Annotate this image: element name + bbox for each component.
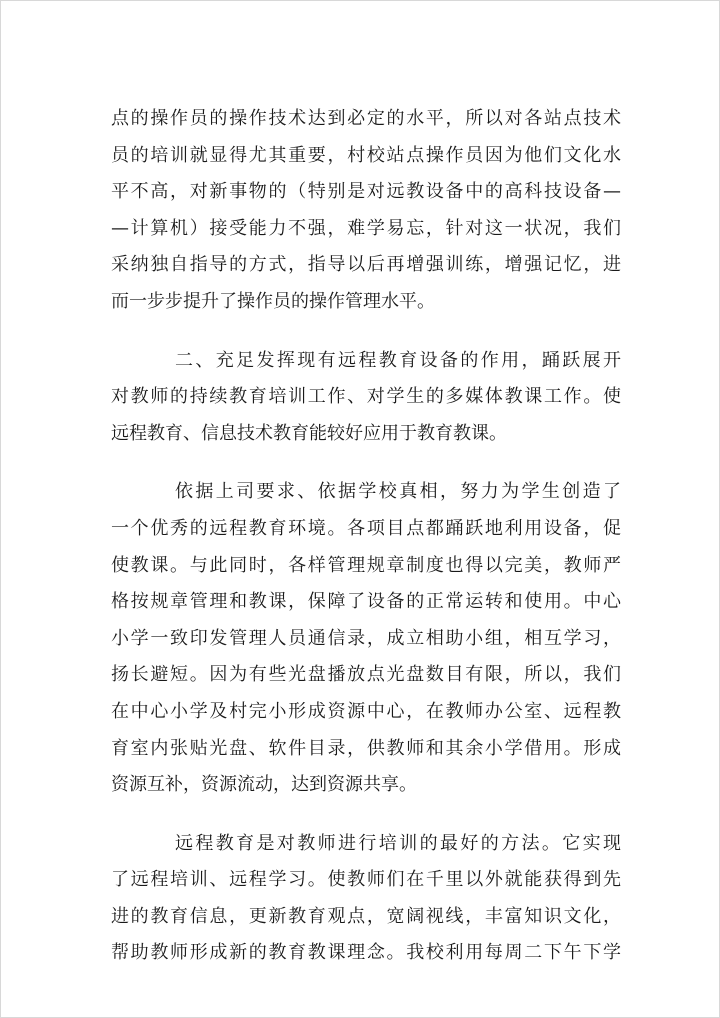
text-line: 格按规章管理和教课，保障了设备的正常运转和使用。中心 [111, 591, 621, 613]
document-body [111, 101, 621, 994]
text-line: 进的教育信息，更新教育观点，宽阔视线，丰富知识文化， [111, 905, 621, 927]
text-line: 资源互补，资源流动，达到资源共享。 [111, 774, 417, 796]
paragraph-2 [111, 343, 621, 453]
text-line: 而一步步提升了操作员的操作管理水平。 [111, 290, 435, 312]
text-line: 采纳独自指导的方式，指导以后再增强训练，增强记忆，进 [111, 254, 621, 276]
text-line: 远程教育是对教师进行培训的最好的方法。它实现 [175, 832, 621, 854]
paragraph-3 [111, 474, 621, 803]
text-line: 远程教育、信息技术教育能较好应用于教育教课。 [111, 422, 507, 444]
paragraph-4 [111, 826, 621, 972]
text-line: 依据上司要求、依据学校真相，努力为学生创造了 [175, 481, 621, 503]
text-line: 小学一致印发管理人员通信录，成立相助小组，相互学习， [111, 627, 621, 649]
text-line: 在中心小学及村完小形成资源中心，在教师办公室、远程教 [111, 700, 621, 722]
text-line: 点的操作员的操作技术达到必定的水平，所以对各站点技术 [111, 108, 621, 129]
text-line: 员的培训就显得尤其重要，村校站点操作员因为他们文化水 [111, 144, 621, 166]
text-line: 扬长避短。因为有些光盘播放点光盘数目有限，所以，我们 [111, 664, 621, 686]
paragraph-1 [111, 101, 621, 321]
text-line: 二、充足发挥现有远程教育设备的作用，踊跃展开 [175, 349, 621, 371]
text-line: 使教课。与此同时，各样管理规章制度也得以完美，教师严 [111, 554, 621, 576]
text-line: 对教师的持续教育培训工作、对学生的多媒体教课工作。使 [111, 386, 621, 408]
text-line: 平不高，对新事物的（特别是对远教设备中的高科技设备— [111, 181, 621, 203]
text-line: 帮助教师形成新的教育教课理念。我校利用每周二下午下学 [111, 942, 621, 964]
text-line: 了远程培训、远程学习。使教师们在千里以外就能获得到先 [111, 869, 621, 891]
text-line: 育室内张贴光盘、软件目录，供教师和其余小学借用。形成 [111, 737, 621, 759]
text-line: 一个优秀的远程教育环境。各项目点都踊跃地利用设备，促 [111, 517, 621, 539]
text-line: —计算机）接受能力不强，难学易忘，针对这一状况，我们 [111, 217, 621, 239]
